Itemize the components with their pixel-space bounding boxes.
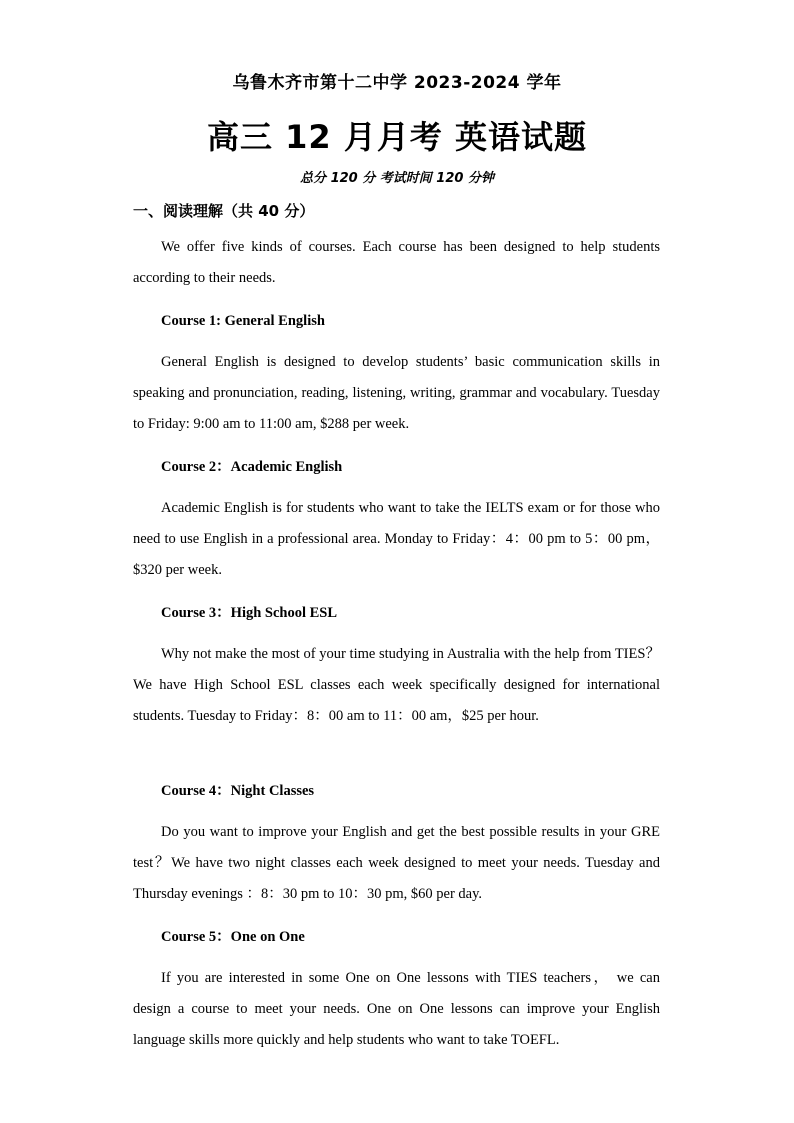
course-4-heading: Course 4：Night Classes: [161, 783, 315, 799]
exam-title: 高三 12 月月考 英语试题: [207, 118, 587, 156]
course-5-heading: Course 5：One on One: [161, 929, 305, 945]
course-3-heading: Course 3：High School ESL: [161, 605, 338, 621]
course-1-heading: Course 1: General English: [161, 313, 325, 329]
intro-paragraph: We offer five kinds of courses. Each course has been designed to help students according to their needs.: [133, 239, 660, 286]
course-3-text: Why not make the most of your time studying in Australia with the help from TIES？We have High School ESL classes each week specifically designed for international students. Tuesday to Friday：8：00 am to 11：00 am，$25 per hour.: [133, 646, 660, 724]
exam-meta: 总分 120 分 考试时间 120 分钟: [300, 171, 494, 186]
course-5-text: If you are interested in some One on One lessons with TIES teachers， we can design a course to meet your needs. One on One lessons can improve your English language skills more quickly and help students who want to take TOEFL.: [133, 970, 660, 1048]
section-heading-reading: 一、阅读理解（共 40 分）: [133, 202, 315, 220]
course-4-text: Do you want to improve your English and get the best possible results in your GRE test？We have two night classes each week designed to meet your needs. Tuesday and Thursday evenings ：8：30 pm to 10：30 pm, $60 per day.: [133, 824, 660, 902]
course-2-text: Academic English is for students who want to take the IELTS exam or for those who need to use English in a professional area. Monday to Friday：4：00 pm to 5：00 pm，$320 per week.: [133, 500, 660, 578]
course-1-text: General English is designed to develop students’ basic communication skills in speaking and pronunciation, reading, listening, writing, grammar and vocabulary. Tuesday to Friday: 9:00 am to 11:00 am, $288 per week.: [133, 354, 660, 432]
school-header: 乌鲁木齐市第十二中学 2023-2024 学年: [232, 73, 562, 93]
course-2-heading: Course 2：Academic English: [161, 459, 343, 475]
